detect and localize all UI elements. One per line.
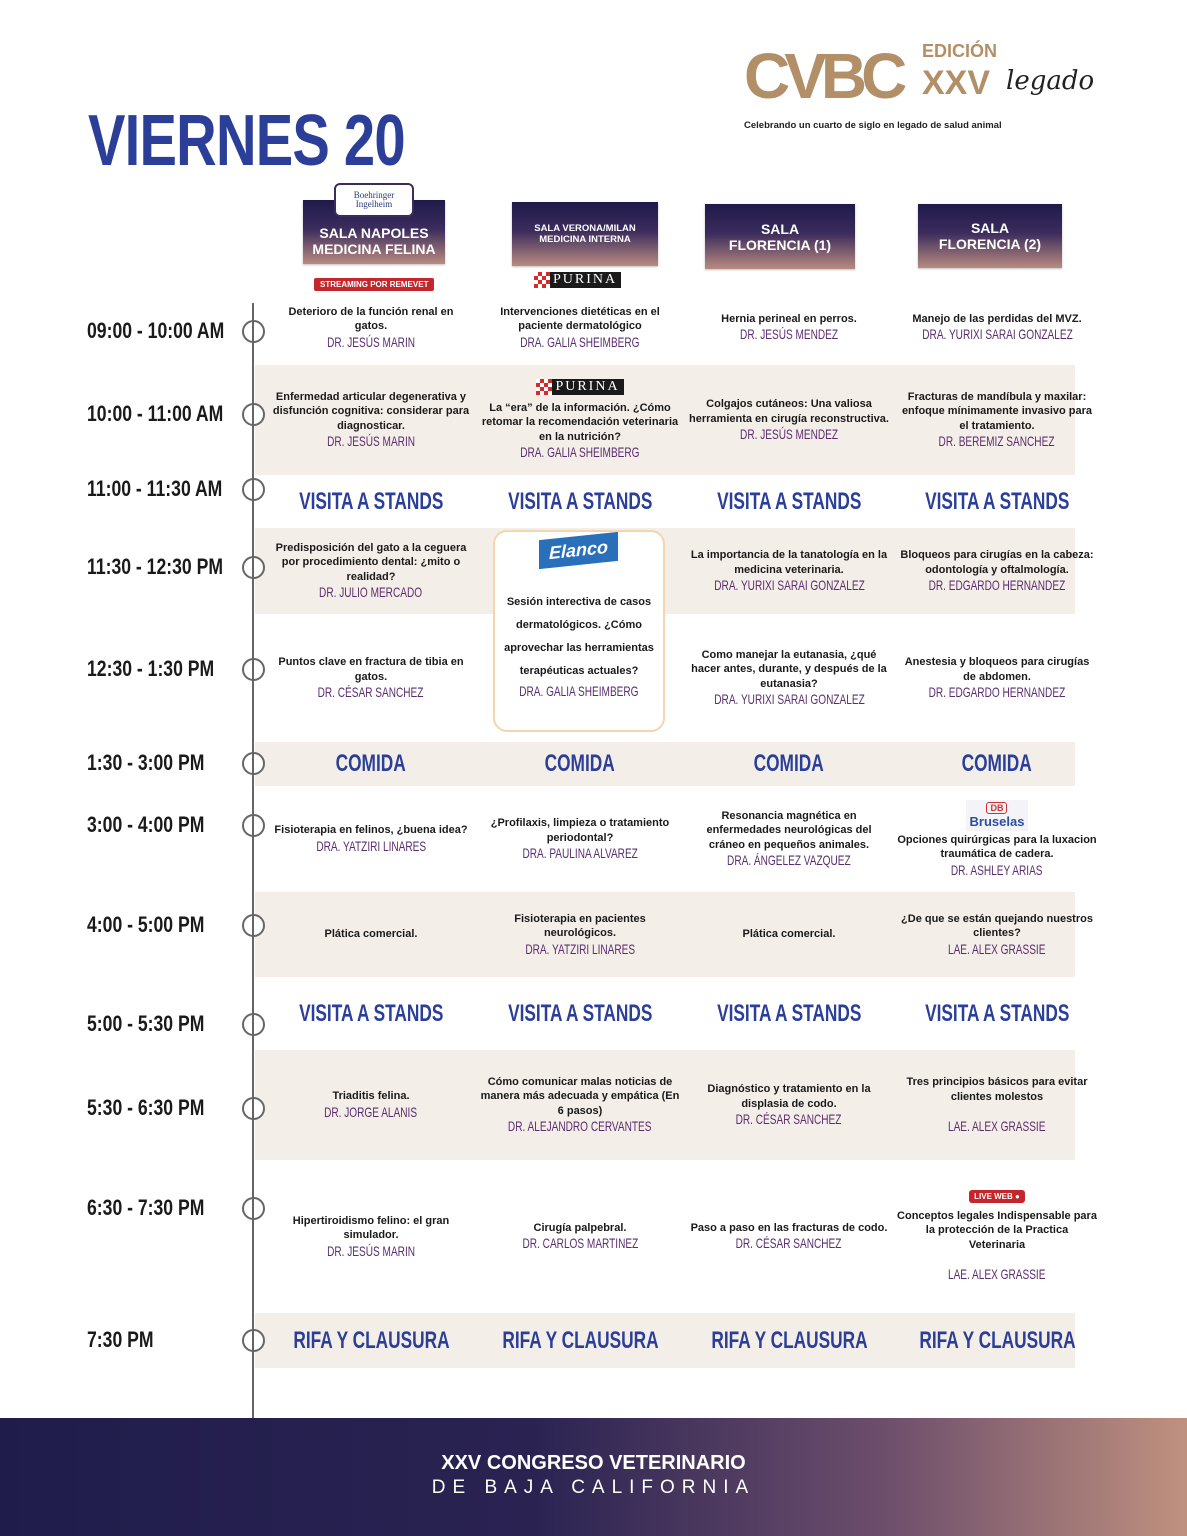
session-cell — [271, 365, 471, 475]
schedule-row — [0, 290, 1187, 365]
session-title: Enfermedad articular degenerativa y disfunción cognitiva: considerar para diagnosticar. — [272, 390, 470, 432]
break-label: VISITA A STANDS — [298, 999, 444, 1027]
session-speaker: DRA. GALIA SHEIMBERG — [520, 444, 640, 461]
session-title: Conceptos legales Indispensable para la protección de la Practica Veterinaria — [897, 1209, 1097, 1251]
logo-tagline: Celebrando un cuarto de siglo en legado de salud animal — [744, 120, 1002, 131]
session-cell — [897, 977, 1097, 1050]
session-cell — [897, 786, 1097, 892]
session-cell — [689, 1160, 889, 1313]
session-speaker: DR. CÉSAR SANCHEZ — [736, 1235, 842, 1252]
bruselas-mark: DB — [986, 802, 1007, 814]
room-header-napoles: SALA NAPOLES MEDICINA FELINA — [303, 200, 445, 264]
session-cell — [271, 977, 471, 1050]
live-web-badge: LIVE WEB ● — [969, 1190, 1025, 1203]
session-cell — [271, 1160, 471, 1313]
schedule-row — [0, 365, 1187, 475]
session-speaker: DR. JULIO MERCADO — [319, 584, 423, 601]
session-cell — [271, 475, 471, 528]
schedule-row — [0, 742, 1187, 786]
session-cell — [689, 528, 889, 614]
schedule-row — [0, 1160, 1187, 1313]
schedule-row — [0, 1313, 1187, 1368]
session-cell — [689, 1050, 889, 1160]
session-cell — [897, 742, 1097, 786]
break-label: VISITA A STANDS — [716, 999, 862, 1027]
session-cell — [271, 892, 471, 977]
session-speaker: DR. ASHLEY ARIAS — [951, 861, 1043, 878]
session-speaker: DRA. ÁNGELEZ VAZQUEZ — [727, 852, 851, 869]
break-label: RIFA Y CLAUSURA — [918, 1326, 1076, 1354]
break-label: RIFA Y CLAUSURA — [292, 1326, 450, 1354]
session-title: Hipertiroidismo felino: el gran simulador. — [292, 1214, 450, 1241]
break-label: COMIDA — [753, 750, 825, 777]
session-speaker: DRA. YURIXI SARAI GONZALEZ — [713, 577, 865, 593]
logo-edition: EDICIÓN — [922, 41, 998, 61]
schedule-row — [0, 1050, 1187, 1160]
purina-checker-icon — [534, 272, 550, 288]
schedule-row — [0, 786, 1187, 892]
session-cell — [689, 614, 889, 742]
logo-roman: XXV — [922, 64, 991, 102]
schedule-row — [0, 892, 1187, 977]
break-label: COMIDA — [335, 750, 407, 777]
session-cell — [689, 290, 889, 365]
session-title: Bloqueos para cirugías en la cabeza: odontología y oftalmología. — [900, 549, 1094, 576]
purina-logo — [536, 379, 623, 395]
purina-text: PURINA — [555, 378, 620, 394]
session-cell — [271, 614, 471, 742]
schedule-row — [0, 475, 1187, 528]
session-title: Como manejar la eutanasia, ¿qué hacer antes, durante, y después de la eutanasia? — [691, 648, 887, 690]
time-label: 11:00 - 11:30 AM — [87, 476, 223, 501]
break-label: VISITA A STANDS — [924, 999, 1070, 1027]
footer-line1: XXV CONGRESO VETERINARIO — [441, 1452, 746, 1474]
session-title: ¿Profilaxis, limpieza o tratamiento periodontal? — [490, 817, 670, 844]
time-label: 11:30 - 12:30 PM — [87, 554, 223, 579]
session-speaker: DRA. YATZIRI LINARES — [316, 837, 426, 854]
session-speaker: DR. EDGARDO HERNANDEZ — [928, 577, 1066, 593]
session-speaker: DR. CÉSAR SANCHEZ — [736, 1111, 842, 1127]
session-title: Triaditis felina. — [332, 1090, 410, 1103]
session-cell — [480, 1050, 680, 1160]
session-cell — [480, 365, 680, 475]
session-title: La “era” de la información. ¿Cómo retomar la recomendación veterinaria en la nutrición? — [481, 401, 679, 443]
elanco-logo: Elanco — [539, 532, 618, 569]
session-title: La importancia de la tanatología en la medicina veterinaria. — [690, 549, 888, 576]
session-title: Hernia perineal en perros. — [721, 312, 857, 325]
break-label: VISITA A STANDS — [507, 487, 653, 515]
session-cell — [689, 892, 889, 977]
session-cell — [480, 290, 680, 365]
session-speaker: DR. CARLOS MARTINEZ — [522, 1235, 638, 1252]
session-speaker: DRA. YATZIRI LINARES — [525, 940, 635, 957]
session-title: Puntos clave en fractura de tibia en gatos. — [278, 656, 464, 683]
session-speaker: DRA. GALIA SHEIMBERG — [519, 683, 639, 699]
session-cell — [689, 977, 889, 1050]
session-cell — [689, 475, 889, 528]
session-title: Paso a paso en las fracturas de codo. — [690, 1221, 888, 1234]
session-cell — [480, 786, 680, 892]
session-speaker: DRA. YURIXI SARAI GONZALEZ — [921, 326, 1073, 343]
schedule-row — [0, 977, 1187, 1050]
session-speaker: DR. JESÚS MENDEZ — [739, 326, 839, 343]
session-speaker: DR. JESÚS MARIN — [327, 333, 415, 350]
session-title: Sesión interectiva de casos dermatológicos. ¿Cómo aprovechar las herramientas terapéuticas actuales? — [504, 596, 654, 677]
session-cell — [271, 290, 471, 365]
session-cell — [897, 528, 1097, 614]
break-label: COMIDA — [961, 750, 1033, 777]
session-cell — [689, 1313, 889, 1368]
session-cell — [271, 528, 471, 614]
time-label: 1:30 - 3:00 PM — [87, 750, 205, 775]
session-cell — [271, 1313, 471, 1368]
break-label: COMIDA — [544, 750, 616, 777]
session-title: Tres principios básicos para evitar clientes molestos — [906, 1076, 1088, 1103]
session-speaker: DR. EDGARDO HERNANDEZ — [928, 684, 1066, 700]
room-header-florencia-1: SALA FLORENCIA (1) — [705, 204, 855, 269]
session-cell — [897, 290, 1097, 365]
session-speaker: DR. ALEJANDRO CERVANTES — [508, 1118, 652, 1135]
session-title: Opciones quirúrgicas para la luxacion traumática de cadera. — [897, 833, 1097, 860]
footer-banner — [0, 1418, 1187, 1536]
cvbc-logo — [744, 42, 1104, 137]
time-label: 4:00 - 5:00 PM — [87, 912, 205, 937]
page-title: VIERNES 20 — [88, 101, 405, 181]
footer-line2: DE BAJA CALIFORNIA — [431, 1477, 756, 1498]
room-header-florencia-2: SALA FLORENCIA (2) — [918, 204, 1062, 268]
session-cell — [480, 742, 680, 786]
session-cell — [897, 1050, 1097, 1160]
break-label: VISITA A STANDS — [716, 487, 862, 515]
session-speaker: DR. CÉSAR SANCHEZ — [318, 684, 424, 700]
session-title: Intervenciones dietéticas en el paciente dermatológico — [500, 305, 660, 332]
session-speaker: DR. JORGE ALANIS — [324, 1103, 418, 1120]
session-speaker: DR. JESÚS MENDEZ — [739, 426, 839, 442]
session-title: Deterioro de la función renal en gatos. — [288, 305, 454, 332]
room-header-verona: SALA VERONA/MILAN MEDICINA INTERNA — [512, 202, 658, 266]
time-label: 5:00 - 5:30 PM — [87, 1011, 205, 1036]
session-title: Diagnóstico y tratamiento en la displasia de codo. — [707, 1083, 871, 1110]
session-speaker: LAE. ALEX GRASSIE — [948, 940, 1046, 957]
session-cell — [689, 742, 889, 786]
session-speaker: DRA. GALIA SHEIMBERG — [520, 333, 640, 350]
time-label: 09:00 - 10:00 AM — [87, 318, 225, 343]
session-cell — [480, 892, 680, 977]
session-cell — [271, 1050, 471, 1160]
elanco-session-card — [493, 530, 665, 732]
session-speaker: DRA. PAULINA ALVAREZ — [522, 845, 638, 861]
purina-text: PURINA — [553, 272, 618, 287]
session-cell — [897, 614, 1097, 742]
session-cell — [480, 1313, 680, 1368]
session-title: Manejo de las perdidas del MVZ. — [912, 312, 1082, 325]
session-speaker: DR. JESÚS MARIN — [327, 1242, 415, 1259]
session-cell — [480, 475, 680, 528]
session-title: Fracturas de mandíbula y maxilar: enfoque mínimamente invasivo para el tratamiento. — [901, 390, 1093, 432]
time-label: 10:00 - 11:00 AM — [87, 401, 224, 426]
session-cell — [271, 742, 471, 786]
timeline-line — [252, 303, 254, 1418]
session-speaker: DRA. YURIXI SARAI GONZALEZ — [713, 691, 865, 708]
time-label: 12:30 - 1:30 PM — [87, 656, 215, 681]
session-title: Fisioterapia en felinos, ¿buena idea? — [274, 824, 468, 837]
session-title: Plática comercial. — [324, 928, 418, 941]
session-title: Anestesia y bloqueos para cirugías de abdomen. — [904, 656, 1090, 683]
purina-checker-icon — [536, 379, 552, 395]
time-label: 6:30 - 7:30 PM — [87, 1195, 205, 1220]
session-speaker: LAE. ALEX GRASSIE — [948, 1266, 1046, 1283]
session-title: Predisposición del gato a la ceguera por procedimiento dental: ¿mito o realidad? — [275, 541, 467, 583]
break-label: VISITA A STANDS — [507, 999, 653, 1027]
time-label: 5:30 - 6:30 PM — [87, 1095, 205, 1120]
session-cell — [897, 475, 1097, 528]
break-label: RIFA Y CLAUSURA — [710, 1326, 868, 1354]
session-speaker: DR. BEREMIZ SANCHEZ — [939, 433, 1055, 450]
break-label: RIFA Y CLAUSURA — [501, 1326, 659, 1354]
boehringer-logo: Boehringer Ingelheim — [334, 183, 414, 217]
logo-text: CVBC — [744, 40, 902, 112]
session-cell — [271, 786, 471, 892]
session-cell — [897, 365, 1097, 475]
session-cell — [689, 786, 889, 892]
time-label: 3:00 - 4:00 PM — [87, 812, 205, 837]
logo-script: legado — [1006, 66, 1095, 96]
session-title: Fisioterapia en pacientes neurológicos. — [514, 912, 646, 939]
session-cell — [897, 892, 1097, 977]
session-title: Cómo comunicar malas noticias de manera más adecuada y empática (En 6 pasos) — [480, 1075, 680, 1117]
session-title: Plática comercial. — [742, 928, 836, 941]
streaming-badge-label: STREAMING POR REMEVET — [314, 278, 434, 291]
break-label: VISITA A STANDS — [924, 487, 1070, 515]
break-label: VISITA A STANDS — [298, 487, 444, 515]
session-title: Resonancia magnética en enfermedades neurológicas del cráneo en pequeños animales. — [706, 809, 872, 851]
time-label: 7:30 PM — [87, 1327, 154, 1352]
session-speaker: LAE. ALEX GRASSIE — [948, 1118, 1046, 1134]
bruselas-text: Bruselas — [969, 813, 1025, 829]
session-cell — [689, 365, 889, 475]
bruselas-logo — [966, 800, 1029, 831]
session-cell — [897, 1313, 1097, 1368]
session-title: Colgajos cutáneos: Una valiosa herramienta en cirugía reconstructiva. — [689, 398, 889, 425]
session-cell — [480, 977, 680, 1050]
session-speaker: DR. JESÚS MARIN — [327, 433, 415, 450]
session-cell — [897, 1160, 1097, 1313]
session-title: Cirugía palpebral. — [533, 1221, 627, 1234]
session-title: ¿De que se están quejando nuestros clientes? — [901, 912, 1093, 939]
session-cell — [480, 1160, 680, 1313]
